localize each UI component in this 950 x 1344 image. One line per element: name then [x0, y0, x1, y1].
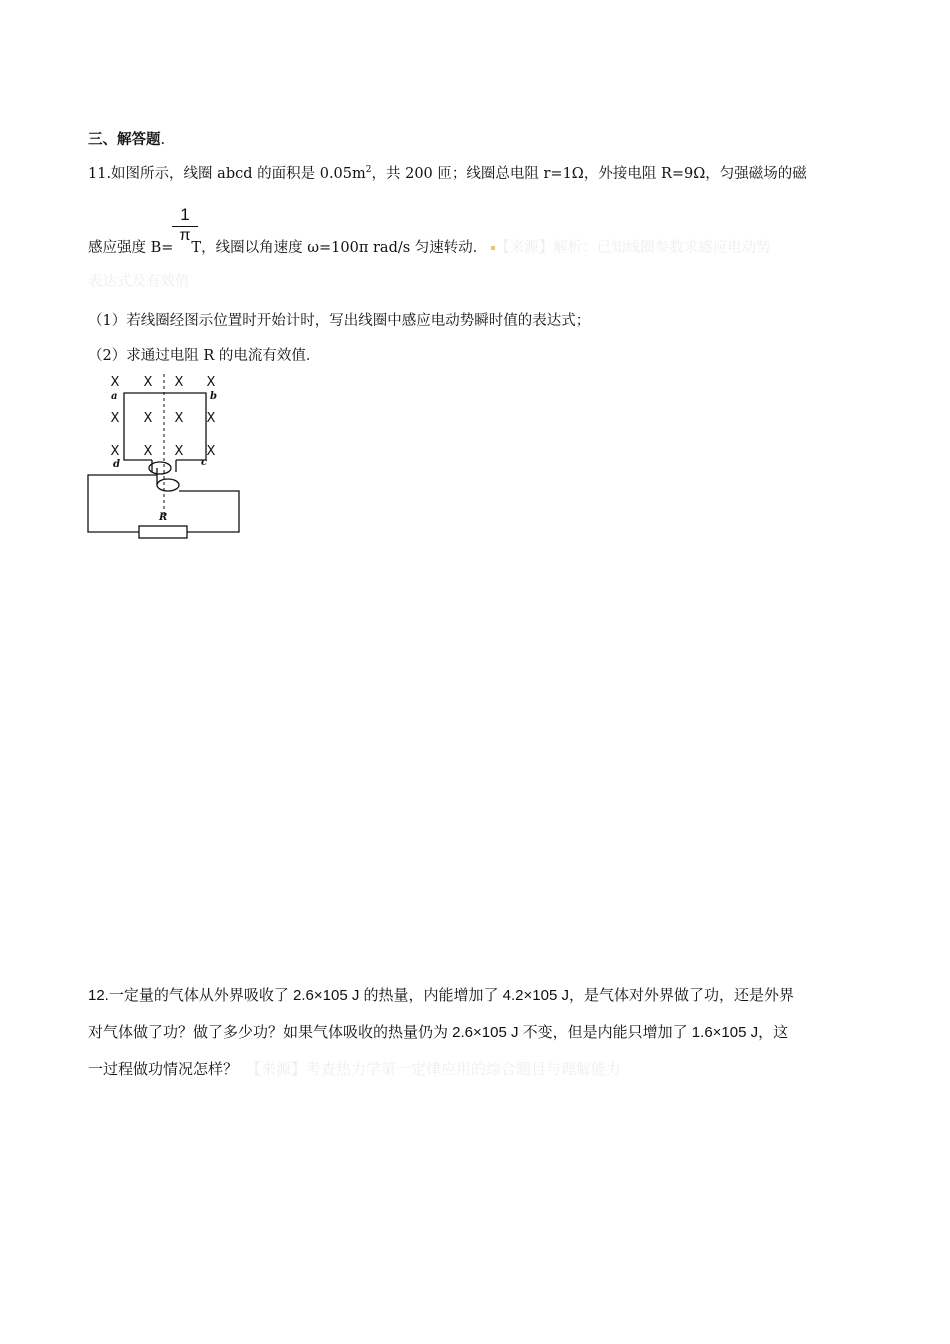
section-heading-text: 三、解答题 — [88, 132, 161, 148]
q11-line-2 — [88, 236, 771, 257]
q11-area-superscript: 2 — [365, 165, 372, 176]
q11-watermark-line-3: 表达式及有效值 — [88, 274, 190, 290]
section-heading-dot: . — [160, 132, 166, 148]
field-cross: X — [110, 375, 120, 390]
q11-line-1-text-b: ，共 200 匝；线圈总电阻 r=1Ω，外接电阻 R=9Ω，匀强磁场的磁 — [371, 166, 807, 182]
field-cross: X — [206, 375, 216, 390]
field-cross: X — [110, 444, 120, 459]
q11-line-2-text-b: T，线圈以角速度 ω=100π rad/s 匀速转动． — [191, 240, 488, 256]
q12-line-2: 对气体做了功？做了多少功？如果气体吸收的热量仍为 2.6×105 J 不变，但是内能只增加了 1.6×105 J，这 — [88, 1024, 789, 1041]
fraction-denominator: π — [179, 227, 191, 244]
circuit-wire-left — [88, 475, 157, 532]
field-cross: X — [110, 411, 120, 426]
coil-abcd — [124, 393, 206, 460]
label-a: a — [111, 391, 118, 402]
field-cross: X — [174, 411, 184, 426]
q11-part-2: （2）求通过电阻 R 的电流有效值． — [88, 348, 321, 364]
label-r: R — [159, 512, 168, 523]
q12-line-3-text: 一过程做功情况怎样？ — [88, 1061, 239, 1078]
q11-part-1: （1）若线圈经图示位置时开始计时，写出线圈中感应电动势瞬时值的表达式； — [88, 313, 591, 329]
q12-line-3 — [88, 1058, 621, 1079]
field-cross: X — [143, 444, 153, 459]
field-cross: X — [206, 444, 216, 459]
q12-line-1: 12.一定量的气体从外界吸收了 2.6×105 J 的热量，内能增加了 4.2×105 J，是气体对外界做了功，还是外界 — [88, 987, 794, 1004]
field-cross: X — [143, 411, 153, 426]
q11-line-1-text-a: 11.如图所示，线圈 abcd 的面积是 0.05m — [88, 166, 366, 182]
field-cross: X — [174, 444, 184, 459]
slip-ring-lower — [157, 479, 179, 491]
q11-watermark-text: 【来源】解析：已知线圈参数求感应电动势 — [495, 240, 771, 256]
coil-circuit-diagram — [84, 368, 244, 540]
fraction-numerator: 1 — [180, 205, 190, 224]
circuit-wire-right — [179, 491, 239, 532]
q11-line-1 — [88, 162, 807, 183]
label-c: c — [201, 457, 208, 468]
field-cross: X — [143, 375, 153, 390]
resistor-r — [139, 526, 187, 538]
section-heading — [88, 128, 165, 149]
field-cross: X — [174, 375, 184, 390]
q12-watermark-text: 【来源】考查热力学第一定律应用的综合题目与理解能力 — [246, 1061, 622, 1078]
q11-line-2-text-a: 感应强度 B= — [88, 240, 174, 256]
label-b: b — [210, 391, 217, 402]
label-d: d — [113, 459, 120, 470]
field-cross: X — [206, 411, 216, 426]
